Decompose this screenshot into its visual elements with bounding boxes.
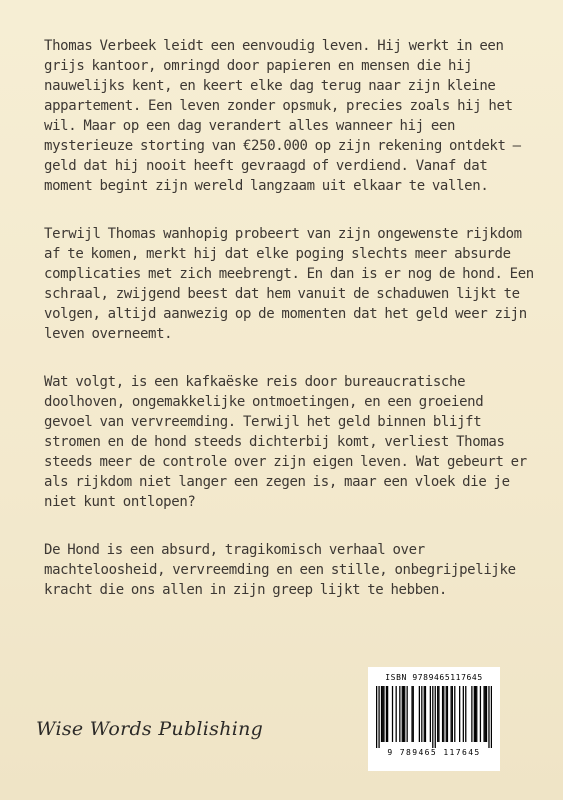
barcode-bar: [403, 686, 404, 742]
barcode-bar: [491, 686, 492, 748]
barcode-bar: [483, 686, 484, 742]
blurb-paragraph-1: Thomas Verbeek leidt een eenvoudig leven. Hij werkt in een grijs kantoor, omringd door papieren en mensen die hij nauwelijks kent, en keert elke dag terug naar zijn kleine appartement. Een leven zonder opsmuk, precies zoals hij het wil. Maar op een dag verandert alles wanneer hij een mysterieuze storting van €250.000 op zijn rekening ontdekt – geld dat hij nooit heeft gevraagd of verdiend. Vanaf dat moment begint zijn wereld langzaam uit elkaar te vallen.: [44, 38, 521, 194]
barcode-bar: [442, 686, 443, 742]
barcode-bar: [474, 686, 475, 742]
isbn-label: ISBN 9789465117645: [385, 673, 483, 682]
barcode-bar: [383, 686, 384, 742]
barcode-bar: [465, 686, 466, 742]
blurb-text: [44, 36, 534, 628]
barcode-bar: [459, 686, 460, 742]
barcode-bar: [413, 686, 414, 742]
isbn-barcode: [368, 667, 500, 771]
barcode-bar: [382, 686, 383, 742]
barcode-bar: [488, 686, 489, 748]
barcode-bar: [435, 686, 436, 748]
barcode-bar: [425, 686, 426, 742]
barcode-bar: [485, 686, 486, 742]
barcode-bar: [396, 686, 397, 742]
blurb-paragraph-3: Wat volgt, is een kafkaëske reis door bureaucratische doolhoven, ongemakkelijke ontmoetingen, en een groeiend gevoel van vervreemding. Terwijl het geld binnen blijft stromen en de hond steeds dichterbij komt, verliest Thomas steeds meer de controle over zijn eigen leven. Wat gebeurt er als rijkdom niet langer een zegen is, maar een vloek die je niet kunt ontlopen?: [44, 374, 527, 510]
barcode-bar: [446, 686, 447, 742]
barcode-bar: [486, 686, 487, 742]
barcode-bar: [447, 686, 448, 742]
barcode-bar: [404, 686, 405, 742]
barcode-bar: [452, 686, 453, 742]
blurb-paragraph-4: De Hond is een absurd, tragikomisch verhaal over machteloosheid, vervreemding en een stille, onbegrijpelijke kracht die ons allen in zijn greep lijkt te hebben.: [44, 542, 516, 598]
barcode-bar: [421, 686, 422, 742]
barcode-bar: [480, 686, 481, 742]
barcode-bar: [411, 686, 412, 742]
barcode-bar: [437, 686, 438, 742]
barcode-bar: [402, 686, 403, 742]
publisher-logo: Wise Words Publishing: [36, 718, 264, 740]
barcode-bar: [424, 686, 425, 742]
barcode-bar: [407, 686, 408, 742]
barcode-bar: [419, 686, 420, 742]
barcode-bar: [430, 686, 431, 742]
barcode-bar: [392, 686, 393, 742]
blurb-paragraph-2: Terwijl Thomas wanhopig probeert van zijn ongewenste rijkdom af te komen, merkt hij dat elke poging slechts meer absurde complicaties met zich meebrengt. En dan is er nog de hond. Een schraal, zwijgend beest dat hem vanuit de schaduwen lijkt te volgen, altijd aanwezig op de momenten dat het geld weer zijn leven overneemt.: [44, 226, 534, 342]
barcode-bar: [386, 686, 387, 742]
barcode-bar: [381, 686, 382, 742]
barcode-bar: [463, 686, 464, 742]
barcode-bar: [476, 686, 477, 742]
barcode-bar: [471, 686, 472, 742]
barcode-bar: [432, 686, 433, 748]
barcode-bars: [376, 686, 492, 748]
barcode-bar: [387, 686, 388, 742]
barcode-bar: [376, 686, 377, 748]
barcode-bar: [450, 686, 451, 742]
barcode-bar: [399, 686, 400, 742]
barcode-digits: 9 789465 117645: [387, 748, 481, 757]
barcode-bar: [475, 686, 476, 742]
barcode-bar: [454, 686, 455, 742]
barcode-bar: [378, 686, 379, 748]
barcode-bar: [438, 686, 439, 742]
barcode-bar: [443, 686, 444, 742]
